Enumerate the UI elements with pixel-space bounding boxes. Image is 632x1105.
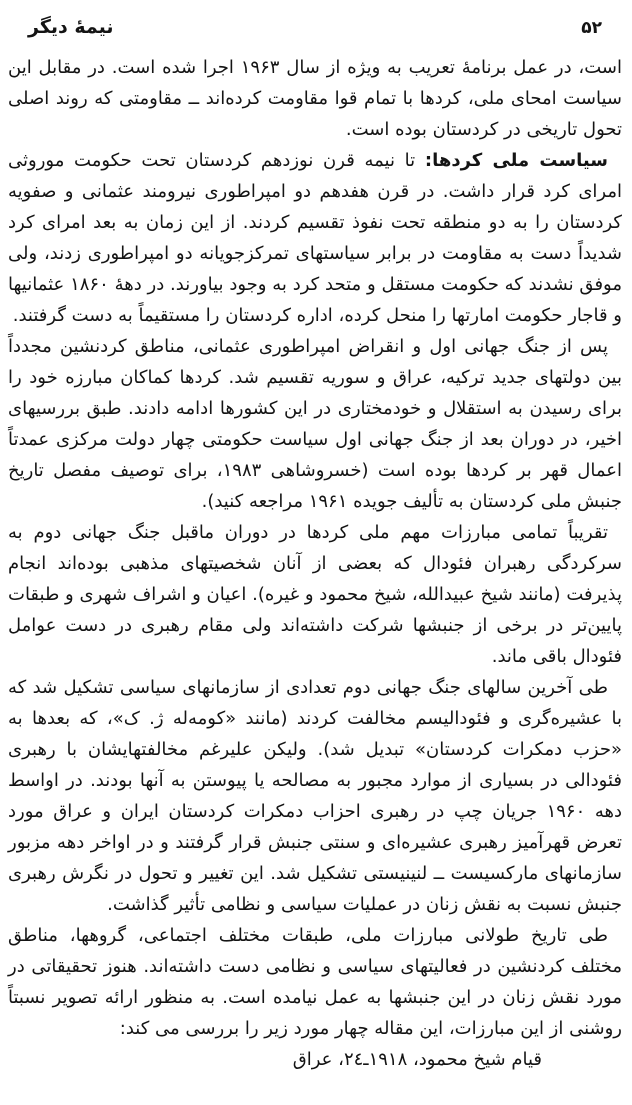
paragraph-post-ww1: پس از جنگ جهانی اول و انقراض امپراطوری عثمانی، مناطق کردنشین مجدداً بین دولتهای جدید ترکیه، عراق و سوریه تقسیم شد. کردها کماکان مبارزه خود را برای رسیدن به استقلال و خودمختاری در این کشورها ادامه دادند. طبق بررسیهای اخیر، در دوران بعد از جنگ جهانی اول سیاست حکومتی چهار دولت مرکزی عمدتاً اعمال قهر بر کردها بوده است (خسروشاهی ۱۹۸۳، برای توصیف مفصل تاریخ جنبش ملی کردستان به تألیف جویده ۱۹۶۱ مراجعه کنید).	[8, 336, 622, 512]
paragraph-feudal-leadership: تقریباً تمامی مبارزات مهم ملی کردها در دوران ماقبل جنگ جهانی دوم به سرکردگی رهبران فئودال که بعضی از آنان شخصیتهای مذهبی بوده‌اند انجام پذیرفت (مانند شیخ عبیدالله، شیخ محمود و غیره). اعیان و اشراف شهری و طبقات پایین‌تر در برخی از جنبشها شرکت داشته‌اند ولی مقام رهبری در دست عوامل فئودال باقی ماند.	[8, 522, 622, 667]
page-header	[0, 0, 632, 38]
paragraph-research-gap: طی تاریخ طولانی مبارزات ملی، طبقات مختلف اجتماعی، گروهها، مناطق مختلف کردنشین در فعالیتهای سیاسی و نظامی دست داشته‌اند. هنوز تحقیقاتی در مورد نقش زنان در این جنبشها به عمل نیامده است. به منظور ارائه تصویر نسبتاً روشنی از این مبارزات، این مقاله چهار مورد زیر را بررسی می کند:	[8, 925, 622, 1039]
paragraph-text: تا نیمه قرن نوزدهم کردستان تحت حکومت موروثی امرای کرد قرار داشت. در قرن هفدهم دو امپراطوری نیرومند عثمانی و صفویه کردستان را به دو منطقه تحت نفوذ تقسیم کردند. از این زمان به بعد امرای کرد شدیداً دست به مقاومت در برابر سیاستهای تمرکزجویانه دو امپراطوری زدند، ولی موفق نشدند که حکومت مستقل و متحد کرد به وجود بیاورند. در دههٔ ۱۸۶۰ عثمانیها و قاجار حکومت امارتها را منحل کرده، اداره کردستان را مستقیماً به دست گرفتند.	[8, 150, 622, 326]
journal-title: نیمهٔ دیگر	[28, 16, 114, 38]
paragraph-national-politics	[8, 145, 622, 331]
paragraph-political-organizations: طی آخرین سالهای جنگ جهانی دوم تعدادی از سازمانهای سیاسی تشکیل شد که با عشیره‌گری و فئودالیسم مخالفت کردند (مانند «کومه‌له ژ. ک»، که بعدها به «حزب دمکرات کردستان» تبدیل شد). ولیکن علیرغم مخالفتهایشان با رهبری فئودالی در بسیاری از موارد مجبور به مصالحه یا پیوستن به آنها بودند. در اواسط دهه ۱۹۶۰ جریان چپ در رهبری احزاب دمکرات کردستان ایران و عراق مورد تعرض قهرآمیز رهبری عشیره‌ای و سنتی جنبش قرار گرفتند و در اواخر دهه مزبور سازمانهای مارکسیست ــ لنینیستی تشکیل شد. این تغییر و تحول در نگرش رهبری جنبش نسبت به نقش زنان در عملیات سیاسی و نظامی تأثیر گذاشت.	[8, 677, 622, 915]
case-list-item: قیام شیخ محمود، ۱۹۱۸ـ۲٤، عراق	[292, 1049, 542, 1070]
section-lead: سیاست ملی کردها:	[424, 150, 608, 171]
paragraph-continuation: است، در عمل برنامهٔ تعریب به ویژه از سال ۱۹۶۳ اجرا شده است. در مقابل این سیاست امحای ملی، کردها با تمام قوا مقاومت کرده‌اند ــ مقاومتی که روند اصلی تحول تاریخی در کردستان بوده است.	[8, 57, 622, 140]
page-number: ۵۲	[581, 18, 602, 38]
article-body	[0, 38, 632, 1075]
